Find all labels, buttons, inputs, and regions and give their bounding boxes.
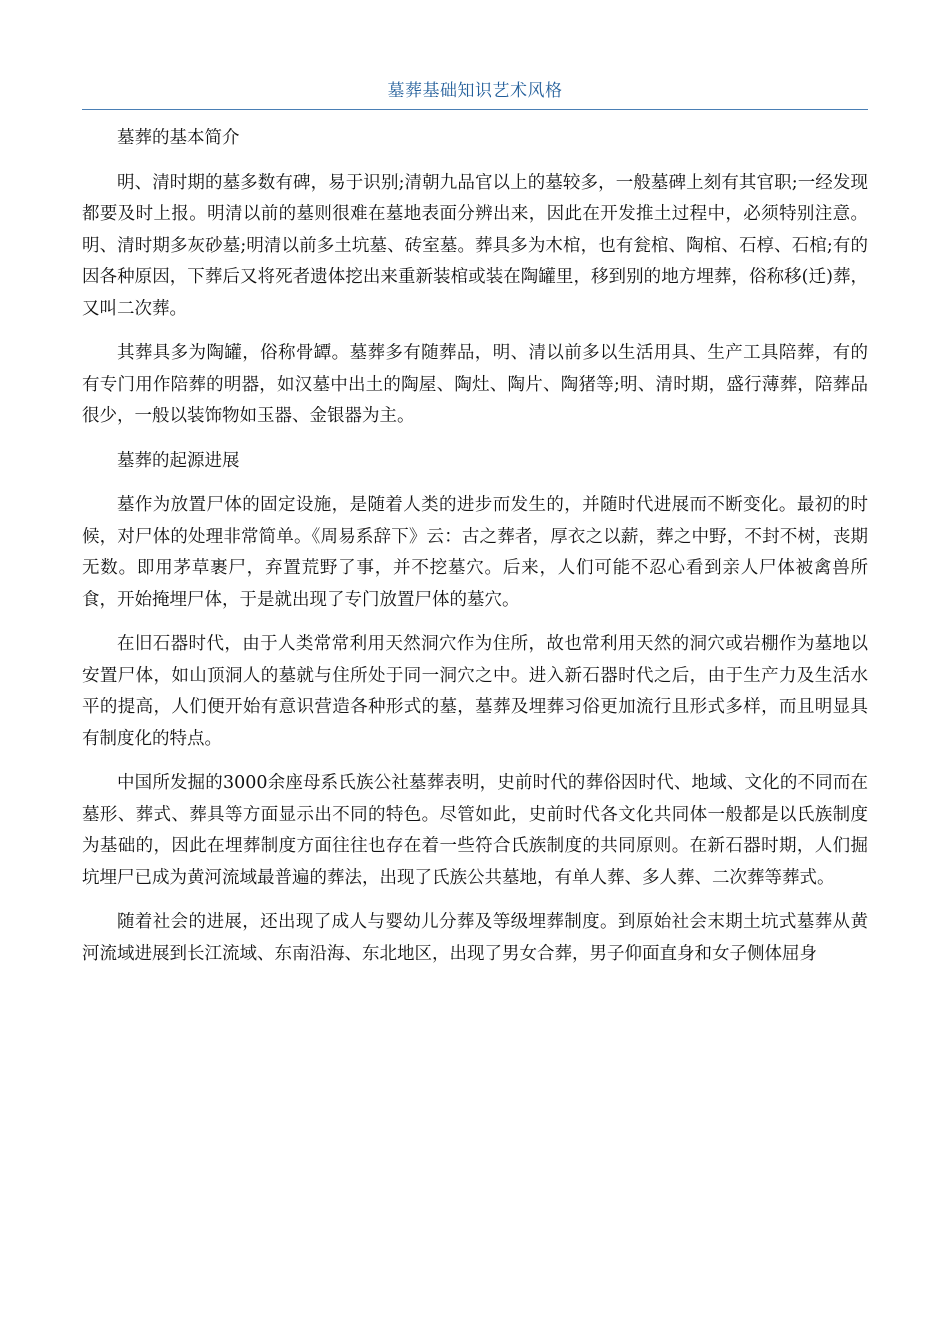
paragraph: 随着社会的进展，还出现了成人与婴幼儿分葬及等级埋葬制度。到原始社会末期土坑式墓葬从黄河流域进展到长江流域、东南沿海、东北地区，出现了男女合葬，男子仰面直身和女子侧体屈身 xyxy=(82,912,868,964)
header-divider xyxy=(82,109,868,110)
page-header xyxy=(82,80,868,110)
paragraph: 明、清时期的墓多数有碑，易于识别;清朝九品官以上的墓较多，一般墓碑上刻有其官职;一经发现都要及时上报。明清以前的墓则很难在墓地表面分辨出来，因此在开发推土过程中，必须特别注意。明、清时期多灰砂墓;明清以前多土坑墓、砖室墓。葬具多为木棺，也有瓮棺、陶棺、石椁、石棺;有的因各种原因，下葬后又将死者遗体挖出来重新装棺或装在陶罐里，移到别的地方埋葬，俗称移(迁)葬，又叫二次葬。 xyxy=(82,172,868,319)
header-title: 墓葬基础知识艺术风格 xyxy=(387,81,563,101)
paragraph: 中国所发掘的3000余座母系氏族公社墓葬表明，史前时代的葬俗因时代、地域、文化的不同而在墓形、葬式、葬具等方面显示出不同的特色。尽管如此，史前时代各文化共同体一般都是以氏族制度为基础的，因此在埋葬制度方面往往也存在着一些符合氏族制度的共同原则。在新石器时期，人们掘坑埋尸已成为黄河流域最普遍的葬法，出现了氏族公共墓地，有单人葬、多人葬、二次葬等葬式。 xyxy=(82,773,868,888)
section-heading-origin: 墓葬的起源进展 xyxy=(117,450,240,471)
paragraph: 墓作为放置尸体的固定设施，是随着人类的进步而发生的，并随时代进展而不断变化。最初的时候，对尸体的处理非常简单。《周易系辞下》云：古之葬者，厚衣之以薪，葬之中野，不封不树，丧期无数。即用茅草裹尸，弃置荒野了事，并不挖墓穴。后来，人们可能不忍心看到亲人尸体被禽兽所食，开始掩埋尸体，于是就出现了专门放置尸体的墓穴。 xyxy=(82,495,868,610)
section-heading-intro: 墓葬的基本简介 xyxy=(117,128,240,148)
paragraph: 其葬具多为陶罐，俗称骨罈。墓葬多有随葬品，明、清以前多以生活用具、生产工具陪葬，有的有专门用作陪葬的明器，如汉墓中出土的陶屋、陶灶、陶片、陶猪等;明、清时期，盛行薄葬，陪葬品很少，一般以装饰物如玉器、金银器为主。 xyxy=(82,343,868,426)
paragraph: 在旧石器时代，由于人类常常利用天然洞穴作为住所，故也常利用天然的洞穴或岩棚作为墓地以安置尸体，如山顶洞人的墓就与住所处于同一洞穴之中。进入新石器时代之后，由于生产力及生活水平的提高，人们便开始有意识营造各种形式的墓，墓葬及埋葬习俗更加流行且形式多样，而且明显具有制度化的特点。 xyxy=(82,634,868,749)
document-body xyxy=(82,123,868,983)
